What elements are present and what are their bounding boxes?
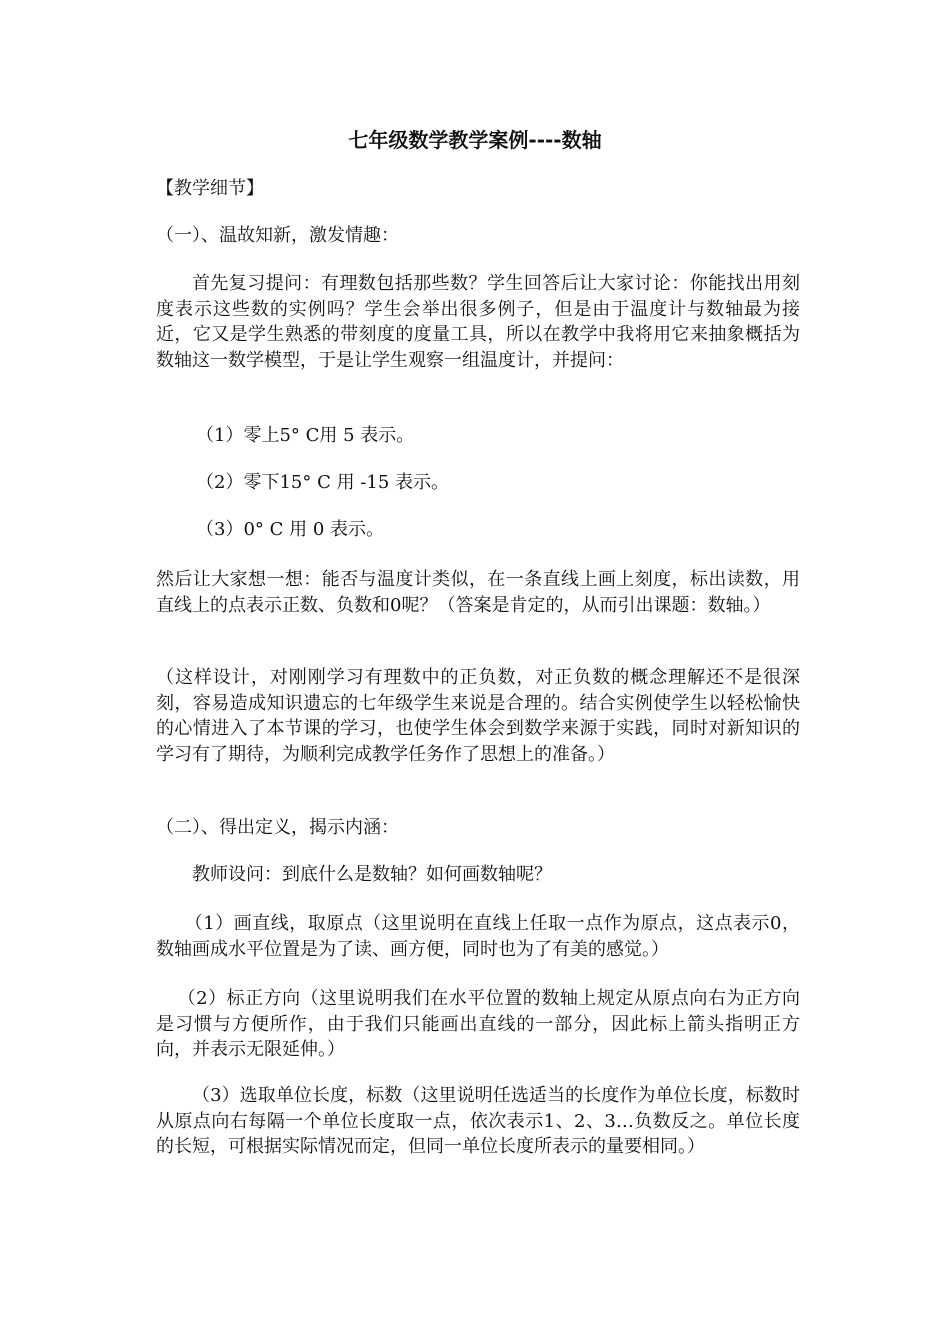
example-item-3: （3）0° C 用 0 表示。: [196, 519, 385, 540]
part2-question: 教师设问：到底什么是数轴？如何画数轴呢？: [192, 864, 552, 885]
part2-step-1: （1）画直线，取原点（这里说明在直线上任取一点作为原点，这点表示0，数轴画成水平位置是为了读、画方便，同时也为了有美的感觉。）: [156, 913, 800, 960]
example-item-1: （1）零上5° C用 5 表示。: [196, 425, 415, 446]
part2-heading: （二）、得出定义，揭示内涵：: [156, 817, 399, 838]
part1-heading: （一）、温故知新，激发情趣：: [156, 225, 399, 246]
part1-question-paragraph: 然后让大家想一想：能否与温度计类似，在一条直线上画上刻度，标出读数，用直线上的点表示正数、负数和0呢？（答案是肯定的，从而引出课题：数轴。）: [156, 569, 800, 616]
part2-step-3: （3）选取单位长度，标数（这里说明任选适当的长度作为单位长度，标数时从原点向右每隔一个单位长度取一点，依次表示1、2、3…负数反之。单位长度的长短，可根据实际情况而定，但同一单位长度所表示的量要相同。）: [156, 1085, 800, 1157]
document-title: 七年级数学教学案例----数轴: [348, 128, 602, 152]
part1-intro-paragraph: 首先复习提问：有理数包括那些数？学生回答后让大家讨论：你能找出用刻度表示这些数的实例吗？学生会举出很多例子，但是由于温度计与数轴最为接近，它又是学生熟悉的带刻度的度量工具，所以在教学中我将用它来抽象概括为数轴这一数学模型，于是让学生观察一组温度计，并提问：: [156, 273, 800, 371]
example-item-2: （2）零下15° C 用 -15 表示。: [196, 472, 450, 493]
section-header: 【教学细节】: [156, 178, 264, 199]
part2-step-2: （2）标正方向（这里说明我们在水平位置的数轴上规定从原点向右为正方向是习惯与方便所作，由于我们只能画出直线的一部分，因此标上箭头指明正方向，并表示无限延伸。）: [156, 988, 800, 1060]
part1-comment-paragraph: （这样设计，对刚刚学习有理数中的正负数，对正负数的概念理解还不是很深刻，容易造成知识遗忘的七年级学生来说是合理的。结合实例使学生以轻松愉快的心情进入了本节课的学习，也使学生体会到数学来源于实践，同时对新知识的学习有了期待，为顺利完成教学任务作了思想上的准备。）: [156, 667, 800, 765]
